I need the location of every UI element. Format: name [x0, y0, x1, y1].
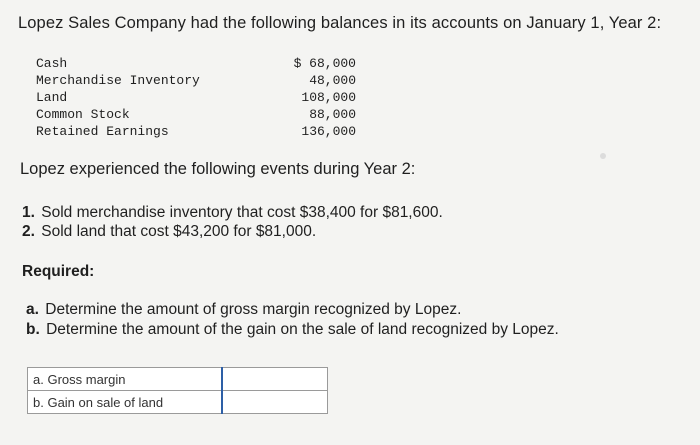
balance-amount: 136,000 [301, 124, 356, 139]
event-number: 2. [22, 223, 35, 240]
balance-amount: $ 68,000 [293, 56, 356, 71]
requirement-item [26, 320, 559, 340]
events-intro-text: Lopez experienced the following events during Year 2: [20, 160, 416, 178]
gain-on-sale-cell[interactable] [222, 391, 328, 414]
answer-row-gross-margin [28, 368, 328, 391]
balance-row-land [36, 89, 366, 106]
gross-margin-input[interactable] [223, 369, 323, 389]
balance-name: Common Stock [36, 107, 130, 122]
requirements-list [26, 300, 559, 340]
event-text: Sold merchandise inventory that cost $38,400 for $81,600. [41, 204, 443, 221]
balance-amount: 88,000 [309, 107, 356, 122]
answer-label: b. Gain on sale of land [28, 391, 223, 414]
intro-text: Lopez Sales Company had the following balances in its accounts on January 1, Year 2: [18, 14, 662, 32]
requirement-letter: a. [26, 301, 39, 318]
requirement-letter: b. [26, 321, 40, 338]
answer-table [27, 367, 328, 414]
balance-name: Retained Earnings [36, 124, 169, 139]
balance-row-common-stock [36, 106, 366, 123]
balances-list [36, 55, 366, 140]
events-list [22, 203, 443, 241]
gross-margin-cell[interactable] [222, 368, 328, 391]
answer-label: a. Gross margin [28, 368, 223, 391]
balance-row-merchandise-inventory [36, 72, 366, 89]
event-text: Sold land that cost $43,200 for $81,000. [41, 223, 317, 240]
event-number: 1. [22, 204, 35, 221]
event-item [22, 222, 443, 241]
balance-amount: 48,000 [309, 73, 356, 88]
event-item [22, 203, 443, 222]
required-heading: Required: [22, 263, 95, 280]
requirement-text: Determine the amount of the gain on the sale of land recognized by Lopez. [46, 321, 559, 338]
balance-name: Merchandise Inventory [36, 73, 200, 88]
balance-row-cash [36, 55, 366, 72]
requirement-text: Determine the amount of gross margin recognized by Lopez. [45, 301, 462, 318]
balance-name: Cash [36, 56, 68, 71]
decorative-dot [600, 153, 606, 159]
balance-name: Land [36, 90, 68, 105]
answer-row-gain-on-sale [28, 391, 328, 414]
balance-amount: 108,000 [301, 90, 356, 105]
balance-row-retained-earnings [36, 123, 366, 140]
requirement-item [26, 300, 559, 320]
gain-on-sale-input[interactable] [223, 392, 323, 412]
